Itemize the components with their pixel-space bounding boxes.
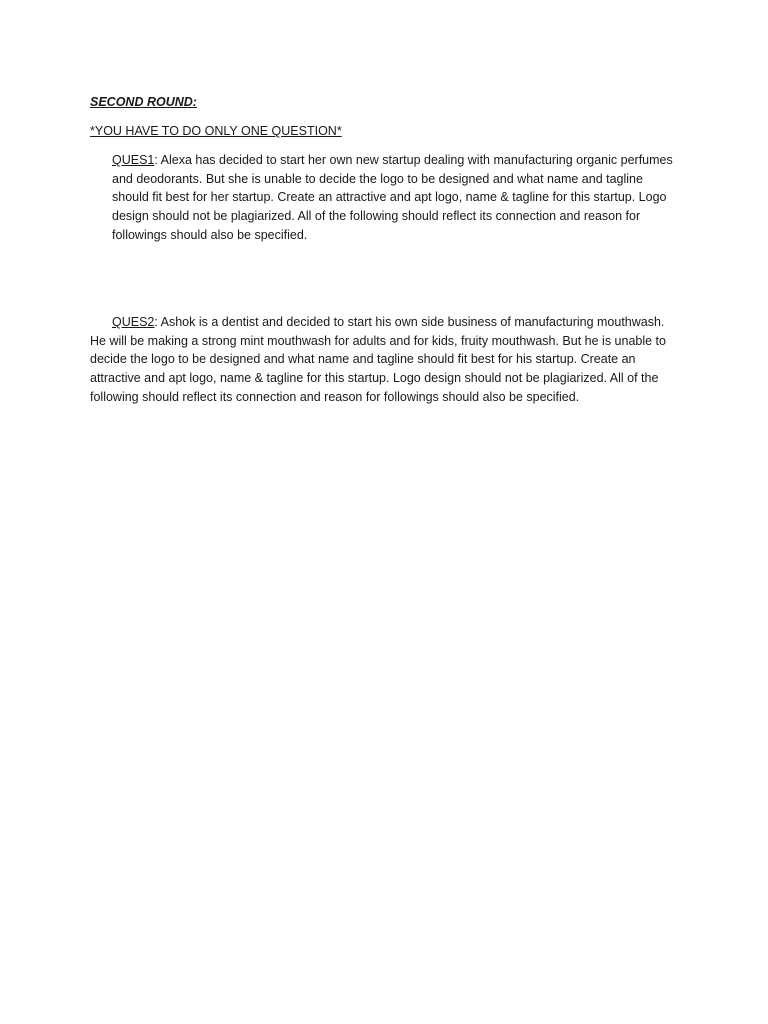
instruction-text: *YOU HAVE TO DO ONLY ONE QUESTION*	[90, 124, 342, 138]
question-2	[90, 313, 680, 407]
section-heading: SECOND ROUND:	[90, 95, 197, 109]
question-2-text: : Ashok is a dentist and decided to start his own side business of manufacturing mouthwash. He will be making a strong mint mouthwash for adults and for kids, fruity mouthwash. But he is unable to decide the logo to be designed and what name and tagline should fit best for his startup. Create an attractive and apt logo, name & tagline for this startup. Logo design should not be plagiarized. All of the following should reflect its connection and reason for followings should also be specified.	[90, 315, 666, 404]
question-1-text: : Alexa has decided to start her own new startup dealing with manufacturing organic perfumes and deodorants. But she is unable to decide the logo to be designed and what name and tagline should fit best for her startup. Create an attractive and apt logo, name & tagline for this startup. Logo design should not be plagiarized. All of the following should reflect its connection and reason for followings should also be specified.	[112, 153, 673, 242]
question-2-label: QUES2	[112, 315, 155, 329]
question-1	[112, 151, 678, 245]
question-1-label: QUES1	[112, 153, 155, 167]
